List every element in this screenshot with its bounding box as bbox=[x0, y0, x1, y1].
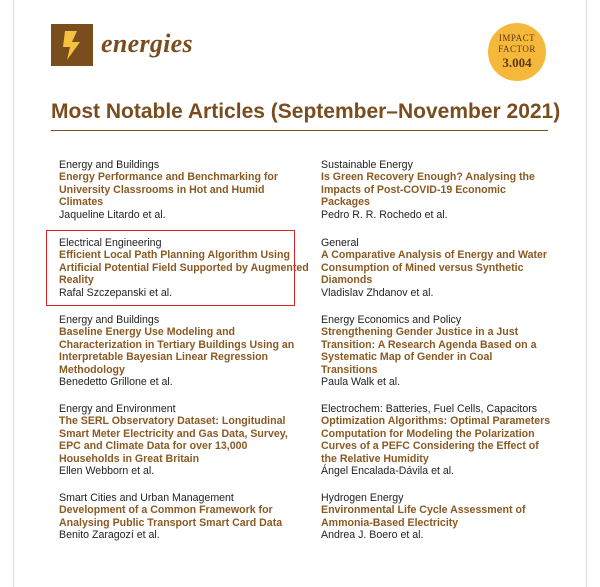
article-category: Energy and Environment bbox=[59, 403, 176, 415]
article-item bbox=[321, 159, 551, 221]
article-item bbox=[59, 314, 309, 388]
article-title-link[interactable]: Environmental Life Cycle Assessment of Ammonia-Based Electricity bbox=[321, 504, 526, 529]
article-item bbox=[321, 237, 551, 299]
page-title: Most Notable Articles (September–November 2021) bbox=[51, 100, 561, 123]
article-category: Smart Cities and Urban Management bbox=[59, 492, 234, 504]
article-item bbox=[59, 159, 309, 221]
badge-value: 3.004 bbox=[502, 55, 532, 70]
article-authors: Pedro R. R. Rochedo et al. bbox=[321, 208, 448, 221]
article-category: Energy Economics and Policy bbox=[321, 314, 462, 326]
article-category: Electrochem: Batteries, Fuel Cells, Capacitors bbox=[321, 403, 538, 415]
article-title-link[interactable]: Optimization Algorithms: Optimal Parameters Computation for Modeling the Polarization Curves of a PEFC Considering the Effect of the Relative Humidity bbox=[321, 415, 551, 465]
article-item bbox=[59, 492, 309, 542]
article-authors: Rafal Szczepanski et al. bbox=[59, 286, 173, 299]
article-title-link[interactable]: Is Green Recovery Enough? Analysing the Impacts of Post-COVID-19 Economic Packages bbox=[321, 171, 535, 209]
impact-factor-badge bbox=[488, 23, 546, 81]
article-category: Energy and Buildings bbox=[59, 159, 160, 171]
article-item bbox=[321, 314, 551, 388]
article-authors: Benedetto Grillone et al. bbox=[59, 376, 173, 389]
article-title-link[interactable]: Efficient Local Path Planning Algorithm Using Artificial Potential Field Supported by Augmented Reality bbox=[59, 249, 309, 287]
article-item bbox=[321, 492, 551, 542]
article-authors: Benito Zaragozí et al. bbox=[59, 529, 160, 542]
article-authors: Ellen Webborn et al. bbox=[59, 465, 155, 478]
article-item bbox=[59, 403, 309, 477]
article-authors: Andrea J. Boero et al. bbox=[321, 529, 424, 542]
article-authors: Jaqueline Litardo et al. bbox=[59, 208, 166, 221]
journal-name: energies bbox=[101, 29, 193, 58]
article-category: General bbox=[321, 237, 359, 249]
badge-line1: IMPACT bbox=[498, 33, 536, 43]
article-title-link[interactable]: A Comparative Analysis of Energy and Water Consumption of Mined versus Synthetic Diamonds bbox=[321, 249, 548, 287]
article-title-link[interactable]: Strengthening Gender Justice in a Just Transition: A Research Agenda Based on a Systematic Map of Gender in Coal Transitions bbox=[321, 326, 537, 376]
article-category: Sustainable Energy bbox=[321, 159, 413, 171]
article-title-link[interactable]: Development of a Common Framework for Analysing Public Transport Smart Card Data bbox=[59, 504, 283, 529]
article-category: Electrical Engineering bbox=[59, 237, 162, 249]
highlight-box bbox=[46, 230, 295, 306]
article-title-link[interactable]: Baseline Energy Use Modeling and Characterization in Tertiary Buildings Using an Interpretable Bayesian Linear Regression Methodology bbox=[59, 326, 295, 376]
article-item bbox=[321, 403, 551, 477]
article-authors: Ángel Encalada-Dávila et al. bbox=[321, 465, 455, 478]
energies-logo-icon bbox=[51, 24, 93, 66]
badge-line2: FACTOR bbox=[498, 44, 536, 54]
article-authors: Vladislav Zhdanov et al. bbox=[321, 286, 434, 299]
article-authors: Paula Walk et al. bbox=[321, 376, 401, 389]
article-category: Hydrogen Energy bbox=[321, 492, 404, 504]
article-category: Energy and Buildings bbox=[59, 314, 160, 326]
title-divider bbox=[51, 130, 548, 131]
article-title-link[interactable]: The SERL Observatory Dataset: Longitudinal Smart Meter Electricity and Gas Data, Survey, EPC and Climate Data for over 13,000 Households in Great Britain bbox=[59, 415, 288, 465]
article-title-link[interactable]: Energy Performance and Benchmarking for University Classrooms in Hot and Humid Climates bbox=[59, 171, 278, 209]
